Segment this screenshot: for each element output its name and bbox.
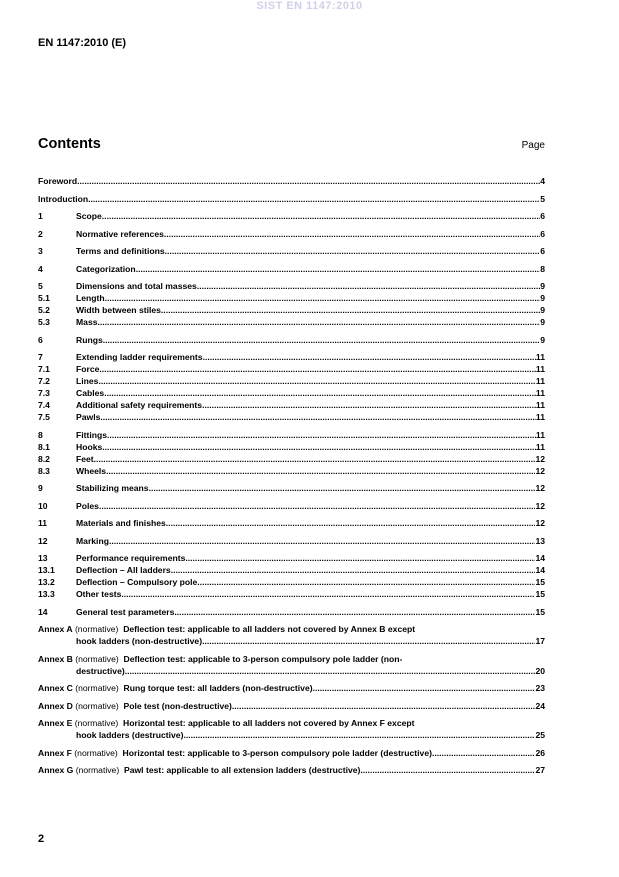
- dot-leader: [197, 280, 540, 292]
- toc-entry-title: Lines: [76, 376, 99, 386]
- annex-label: Annex F: [38, 747, 72, 758]
- dot-leader: [202, 399, 536, 411]
- dot-leader: [105, 292, 541, 304]
- toc-entry-page: 11: [535, 364, 545, 374]
- toc-entry-page: 9: [540, 305, 545, 315]
- dot-leader: [313, 682, 536, 694]
- toc-entry-number: 7.3: [38, 388, 50, 398]
- toc-entry-title: Other tests: [76, 589, 122, 599]
- toc-entry-number: 3: [38, 246, 43, 256]
- dot-leader: [98, 316, 541, 328]
- toc-entry-page: 11: [535, 388, 545, 398]
- dot-leader: [99, 363, 536, 375]
- toc-entry-page: 11: [535, 412, 545, 422]
- annex-title: Horizontal test: applicable to all ladders not covered by Annex F except: [123, 718, 415, 728]
- dot-leader: [171, 564, 536, 576]
- annex-type: (normative): [75, 683, 119, 693]
- dot-leader: [166, 517, 536, 529]
- dot-leader: [136, 263, 541, 275]
- toc-entry-number: 5: [38, 281, 43, 291]
- toc-annex-entry[interactable]: [38, 717, 545, 741]
- toc-entry[interactable]: [38, 316, 545, 328]
- annex-title-continued: destructive): [76, 665, 125, 676]
- toc-entry[interactable]: [38, 429, 545, 441]
- toc-entry-title: Force: [76, 364, 100, 374]
- page-number: 2: [38, 833, 45, 845]
- toc-entry-page: 13: [535, 535, 545, 546]
- dot-leader: [183, 729, 535, 741]
- annex-title: Pawl test: applicable to all extension ladders (destructive): [123, 765, 361, 775]
- toc-entry-title: Scope: [76, 211, 102, 221]
- watermark: SIST EN 1147:2010: [256, 0, 363, 12]
- toc-entry-title: Pawls: [76, 412, 101, 422]
- annex-title: Deflection test: applicable to 3-person compulsory pole ladder (non-: [123, 653, 403, 664]
- toc-entry[interactable]: [38, 482, 545, 494]
- toc-entry-number: 10: [38, 500, 48, 511]
- toc-entry[interactable]: [38, 304, 545, 316]
- toc-entry-title: Deflection – Compulsory pole: [76, 577, 198, 587]
- dot-leader: [102, 441, 536, 453]
- toc-entry-title: Deflection – All ladders: [76, 565, 171, 575]
- dot-leader: [174, 606, 535, 618]
- toc-entry[interactable]: [38, 411, 545, 423]
- toc-entry-page: 6: [540, 246, 545, 256]
- toc-entry[interactable]: [38, 351, 545, 363]
- dot-leader: [103, 334, 540, 346]
- toc-entry-title: General test parameters: [76, 606, 175, 617]
- toc-entry[interactable]: [38, 453, 545, 465]
- toc-entry-number: 5.1: [38, 293, 50, 303]
- dot-leader: [149, 482, 536, 494]
- toc-entry[interactable]: [38, 280, 545, 292]
- toc-entry[interactable]: [38, 576, 545, 588]
- annex-title: Pole test (non-destructive): [123, 700, 232, 711]
- toc-entry[interactable]: [38, 175, 545, 187]
- dot-leader: [432, 747, 535, 759]
- toc-entry[interactable]: [38, 263, 545, 275]
- toc-entry-page: 11: [535, 376, 545, 386]
- toc-entry-number: 6: [38, 334, 43, 345]
- toc-entry-title: Performance requirements: [76, 553, 186, 563]
- toc-entry[interactable]: [38, 375, 545, 387]
- toc-entry-title: Wheels: [76, 465, 107, 476]
- dot-leader: [98, 375, 535, 387]
- toc-entry-number: 7.1: [38, 364, 50, 374]
- annex-type: (normative): [75, 653, 119, 664]
- toc-entry-title: Feet: [76, 453, 94, 464]
- annex-label: Annex C: [38, 683, 73, 693]
- toc-entry[interactable]: [38, 399, 545, 411]
- toc-entry-title: Additional safety requirements: [76, 400, 203, 410]
- toc-entry-number: 12: [38, 535, 48, 546]
- toc-entry-page: 14: [535, 553, 545, 563]
- dot-leader: [107, 429, 536, 441]
- toc-entry-page: 12: [535, 500, 545, 511]
- toc-entry-page: 12: [535, 465, 545, 476]
- annex-page: 24: [535, 700, 545, 711]
- toc-entry-number: 14: [38, 606, 48, 617]
- toc-entry-number: 13: [38, 553, 48, 563]
- dot-leader: [197, 576, 535, 588]
- annex-title: Deflection test: applicable to all ladders not covered by Annex B except: [123, 624, 416, 634]
- toc-entry-page: 15: [535, 589, 545, 599]
- annex-type: (normative): [74, 624, 119, 634]
- toc-entry-number: 8: [38, 429, 43, 440]
- toc-entry-page: 5: [540, 193, 545, 204]
- dot-leader: [106, 465, 535, 477]
- toc-entry-number: 7: [38, 352, 43, 362]
- dot-leader: [161, 304, 540, 316]
- toc-entry-title: Dimensions and total masses: [76, 281, 197, 291]
- toc-entry-title: Stabilizing means: [76, 483, 149, 493]
- toc-annex-entry[interactable]: [38, 747, 545, 759]
- toc-entry-page: 9: [540, 334, 545, 345]
- toc-entry-title: Cables: [76, 388, 105, 398]
- dot-leader: [109, 535, 535, 547]
- annex-title: Rung torque test: all ladders (non-destructive): [123, 683, 313, 693]
- toc-entry-page: 14: [535, 565, 545, 575]
- toc-annex-entry[interactable]: [38, 700, 545, 712]
- toc-entry-page: 6: [540, 211, 545, 221]
- toc-entry-page: 11: [535, 400, 545, 410]
- toc-entry-page: 6: [540, 228, 545, 239]
- toc-entry-page: 15: [535, 577, 545, 587]
- toc-entry[interactable]: [38, 245, 545, 257]
- dot-leader: [185, 552, 535, 564]
- toc-entry-page: 11: [535, 441, 545, 452]
- table-of-contents: [38, 175, 545, 776]
- annex-title-continued: hook ladders (destructive): [76, 730, 184, 740]
- toc-entry-number: 4: [38, 263, 43, 274]
- toc-annex-entry[interactable]: [38, 653, 545, 677]
- toc-entry[interactable]: [38, 535, 545, 547]
- toc-entry-number: 5.2: [38, 305, 50, 315]
- dot-leader: [104, 387, 536, 399]
- dot-leader: [203, 351, 536, 363]
- page-column-label: Page: [521, 140, 545, 151]
- toc-entry-title: Introduction: [38, 193, 89, 204]
- toc-entry-page: 12: [535, 483, 545, 493]
- toc-entry-title: Terms and definitions: [76, 246, 165, 256]
- annex-page: 23: [535, 683, 545, 693]
- toc-entry[interactable]: [38, 334, 545, 346]
- toc-entry-title: Marking: [76, 535, 109, 546]
- toc-entry-number: 8.1: [38, 441, 50, 452]
- toc-entry[interactable]: [38, 500, 545, 512]
- toc-entry-page: 12: [535, 453, 545, 464]
- toc-entry-number: 11: [38, 518, 48, 528]
- dot-leader: [232, 700, 536, 712]
- toc-entry-number: 9: [38, 483, 43, 493]
- dot-leader: [121, 588, 535, 600]
- toc-entry-page: 15: [535, 606, 545, 617]
- toc-entry[interactable]: [38, 228, 545, 240]
- annex-type: (normative): [74, 718, 119, 728]
- toc-annex-entry[interactable]: [38, 623, 545, 647]
- annex-type: (normative): [74, 747, 118, 758]
- dot-leader: [94, 453, 536, 465]
- dot-leader: [125, 665, 536, 677]
- dot-leader: [165, 245, 541, 257]
- annex-page: 25: [535, 730, 545, 740]
- toc-entry[interactable]: [38, 441, 545, 453]
- toc-entry-number: 7.4: [38, 400, 50, 410]
- toc-entry-number: 8.3: [38, 465, 50, 476]
- dot-leader: [360, 764, 535, 776]
- toc-entry-page: 12: [535, 518, 545, 528]
- annex-page: 17: [535, 636, 545, 646]
- toc-entry[interactable]: [38, 564, 545, 576]
- annex-page: 26: [535, 747, 545, 758]
- toc-entry-title: Categorization: [76, 263, 136, 274]
- annex-title: Horizontal test: applicable to 3-person compulsory pole ladder (destructive): [122, 747, 432, 758]
- toc-entry-page: 4: [540, 176, 545, 186]
- toc-entry[interactable]: [38, 606, 545, 618]
- annex-page: 27: [535, 765, 545, 775]
- toc-entry-page: 11: [535, 429, 545, 440]
- toc-entry-title: Foreword: [38, 176, 78, 186]
- toc-entry-page: 9: [540, 293, 545, 303]
- dot-leader: [100, 411, 536, 423]
- toc-entry-number: 13.1: [38, 565, 55, 575]
- toc-entry[interactable]: [38, 292, 545, 304]
- toc-entry-page: 9: [540, 317, 545, 327]
- toc-entry[interactable]: [38, 210, 545, 222]
- toc-entry-page: 8: [540, 263, 545, 274]
- toc-entry[interactable]: [38, 517, 545, 529]
- toc-entry-title: Fittings: [76, 429, 108, 440]
- toc-entry-number: 1: [38, 211, 43, 221]
- contents-title: Contents: [38, 136, 101, 152]
- dot-leader: [202, 635, 535, 647]
- toc-entry-number: 2: [38, 228, 43, 239]
- annex-label: Annex B: [38, 653, 73, 664]
- dot-leader: [88, 193, 540, 205]
- toc-entry[interactable]: [38, 552, 545, 564]
- toc-entry-number: 5.3: [38, 317, 50, 327]
- toc-entry-title: Poles: [76, 500, 99, 511]
- toc-entry-title: Hooks: [76, 441, 103, 452]
- annex-label: Annex A: [38, 624, 73, 634]
- toc-annex-entry[interactable]: [38, 764, 545, 776]
- toc-entry-number: 8.2: [38, 453, 50, 464]
- annex-label: Annex D: [38, 700, 73, 711]
- toc-entry-title: Normative references: [76, 228, 164, 239]
- toc-entry-title: Extending ladder requirements: [76, 352, 203, 362]
- toc-entry[interactable]: [38, 387, 545, 399]
- toc-entry-title: Length: [76, 293, 105, 303]
- dot-leader: [102, 210, 540, 222]
- toc-entry-number: 7.2: [38, 376, 50, 386]
- toc-entry[interactable]: [38, 465, 545, 477]
- toc-entry-page: 11: [535, 352, 545, 362]
- toc-entry[interactable]: [38, 363, 545, 375]
- toc-entry-number: 13.3: [38, 589, 55, 599]
- dot-leader: [77, 175, 540, 187]
- annex-title-continued: hook ladders (non-destructive): [76, 636, 203, 646]
- toc-entry[interactable]: [38, 193, 545, 205]
- annex-label: Annex E: [38, 718, 73, 728]
- toc-annex-entry[interactable]: [38, 682, 545, 694]
- toc-entry-title: Rungs: [76, 334, 103, 345]
- annex-page: 20: [535, 665, 545, 676]
- toc-entry-number: 13.2: [38, 577, 55, 587]
- toc-entry-page: 9: [540, 281, 545, 291]
- toc-entry-title: Width between stiles: [76, 305, 161, 315]
- toc-entry-number: 7.5: [38, 412, 50, 422]
- toc-entry[interactable]: [38, 588, 545, 600]
- document-id: EN 1147:2010 (E): [38, 37, 127, 49]
- toc-entry-title: Mass: [76, 317, 98, 327]
- annex-type: (normative): [75, 700, 119, 711]
- dot-leader: [99, 500, 536, 512]
- toc-entry-title: Materials and finishes: [76, 518, 166, 528]
- annex-type: (normative): [75, 765, 120, 775]
- annex-label: Annex G: [38, 765, 74, 775]
- dot-leader: [164, 228, 540, 240]
